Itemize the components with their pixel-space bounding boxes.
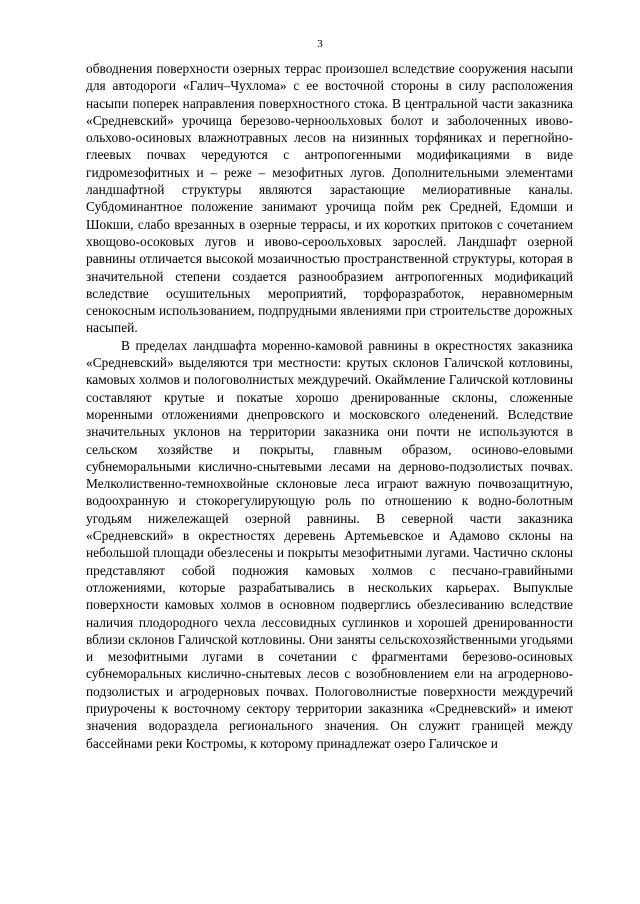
paragraph-2: В пределах ландшафта моренно-камовой равнины в окрестностях заказника «Средневский» выделяются три местности: крутых склонов Галичской котловины, камовых холмов и пологоволнистых междуречий. Окаймление Галичской котловины составляют крутые и покатые хорошо дренированные склоны, сложенные моренными отложениями днепровского и московского оледенений. Вследствие значительных уклонов на территории заказника они почти не используются в сельском хозяйстве и покрыты, главным образом, осиново-еловыми субнеморальными кислично-снытевыми лесами на дерново-подзолистых почвах. Мелколиственно-темнохвойные склоновые леса играют важную почвозащитную, водоохранную и стокорегулирующую роль по отношению к водно-болотным угодьям нижележащей озерной равнины. В северной части заказника «Средневский» в окрестностях деревень Артемьевское и Адамово склоны на небольшой площади обезлесены и покрыты мезофитными лугами. Частично склоны представляют собой подножия камовых холмов с песчано-гравийными отложениями, которые разрабатывались в нескольких карьерах. Выпуклые поверхности камовых холмов в основном подверглись обезлесиванию вследствие наличия плодородного чехла лессовидных суглинков и хорошей дренированности вблизи склонов Галичской котловины. Они заняты сельскохозяйственными угодьями и мезофитными лугами в сочетании с фрагментами березово-осиновых субнеморальных кислично-снытевых лесов с возобновлением ели на агродерново-подзолистых и агродерновых почвах. Пологоволнистые поверхности междуречий приурочены к восточному сектору территории заказника «Средневский» и имеют значения водораздела регионального значения. Он служит границей между бассейнами реки Костромы, к которому принадлежат озеро Галичское и bbox=[86, 337, 573, 751]
page-number: 3 bbox=[317, 38, 323, 50]
paragraph-1: обводнения поверхности озерных террас произошел вследствие сооружения насыпи для автодороги «Галич–Чухлома» с ее восточной стороны в силу расположения насыпи поперек направления поверхностного стока. В центральной части заказника «Средневский» урочища березово-черноольховых болот и заболоченных ивово-ольхово-осиновых влажнотравных лесов на низинных торфяниках и перегнойно-глеевых почвах чередуются с антропогенными модификациями в виде гидромезофитных и – реже – мезофитных лугов. Дополнительными элементами ландшафтной структуры являются зарастающие мелиоративные каналы. Субдоминантное положение занимают урочища пойм рек Средней, Едомши и Шокши, слабо врезанных в озерные террасы, и их коротких притоков с сочетанием хвощово-осоковых лугов и ивово-сероольховых зарослей. Ландшафт озерной равнины отличается высокой мозаичностью пространственной структуры, которая в значительной степени создается разнообразием антропогенных модификаций вследствие осушительных мероприятий, торфоразработок, неравномерным сенокосным использованием, подпрудными явлениями при строительстве дорожных насыпей. bbox=[86, 61, 573, 336]
body-text bbox=[86, 60, 573, 752]
